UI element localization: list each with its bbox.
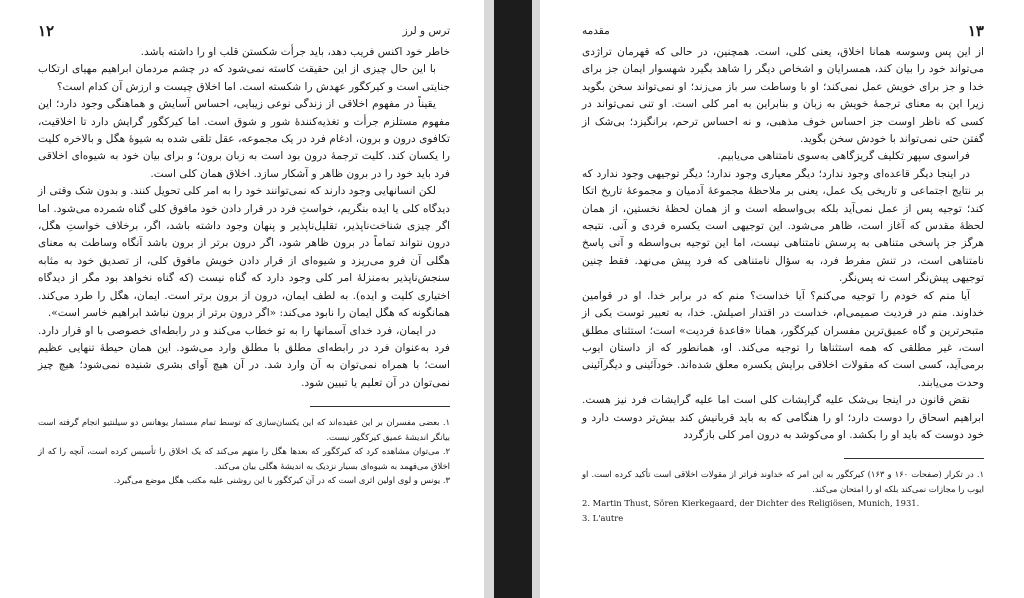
- footnote: ۱. در تکرار (صفحات ۱۶۰ و ۱۶۳) کیرکگور به این امر که خداوند فراتر از مقولات اخلاقی است تأکید کرده است. او ایوب را مجازات نمی‌کند بلکه او را امتحان می‌کند.: [582, 469, 984, 494]
- right-page: [540, 0, 1024, 598]
- paragraph: در ایمان، فرد خدای آسمانها را به تو خطاب می‌کند و در رابطه‌ای خصوصی با او قرار دارد. فرد به‌عنوان فرد در رابطه‌ای مطلق با مطلق وارد می‌شود. این همان حیطهٔ تنهایی عظیم است؛ با همراه نمی‌توان به آن وارد شد. در آن هیچ آوای بشری شنیده نمی‌شود؛ هیچ چیز نمی‌توان در آن تعلیم یا تبیین شود.: [38, 324, 450, 389]
- paragraph: آیا منم که خودم را توجیه می‌کنم؟ آیا خداست؟ منم که در برابر خدا. او در قوامین خداوند. منم در فردیت صمیمی‌ام، خداست در اقتدار اصیلش. خدا، به تعبیر توست یکی از متبحرترین و گاه عمیق‌ترین مفسران کیرکگور، همانا «قاعدهٔ فردیت» است؛ استثنای مطلق است، غیر مطلقی که همه استثناها را توجیه می‌کند. او، همانطور که از داستان ایوب برمی‌آید، کسی است که مقولات اخلاقی برایش یکسره معلق شده‌اند. خودآئینی و دیگرآئینی وحدت می‌یابند.: [582, 289, 984, 389]
- paragraph: از این پس وسوسه همانا اخلاق، یعنی کلی، است. همچنین، در حالی که قهرمان تراژدی می‌تواند خود را بیان کند، همسرایان و اشخاص دیگر را شاهد بگیرد شهسوار ایمان جز برای خدا و جز برای خویش عمل نمی‌کند؛ او با وساطت سر باز می‌زند؛ او نمی‌تواند سخن بگوید زیرا این به معنای ترجمهٔ خویش به زبان و بنابراین به امر کلی است. او تنی نمی‌تواند در کسی که ناظر اوست جز احساس خوف مذهبی، و نه احساس ترحم، برانگیزد؛ بی‌شک از گفتن حتی نمی‌تواند با خودش سخن بگوید.: [582, 46, 984, 146]
- paragraph: یقیناً در مفهوم اخلاقی از زندگی نوعی زیبایی، احساس آسایش و هماهنگی وجود دارد؛ این مفهوم مستلزم جرأت و تغذیه‌کنندهٔ شور و شوق است. اما کیرکگور گرایش دارد تا اخلاقیت، تکافوی درون و برون، ادغام فرد در یک مجموعه، عقل تلقی شده به شیوهٔ هگل و بالاخره کلیت را یکسان کند. کلیت ترجمهٔ درون بود است به زبان برون؛ و برای بیان خود به شیوه‌ای اخلاقی فرد باید خود را در برون ظاهر و آشکار سازد. اخلاق همان کلی است.: [38, 98, 450, 180]
- footnote: ۱. بعضی مفسران بر این عقیده‌اند که این یکسان‌سازی که توسط تمام مستمار یوهانس دو سیلنتیو انجام گرفته است بیانگر اندیشهٔ عمیق کیرکگور نیست.: [38, 417, 450, 442]
- book-spine-shadow: [494, 0, 532, 598]
- right-page-header: [582, 20, 984, 42]
- right-body-text: [582, 44, 984, 444]
- running-title: ترس و لرز: [402, 25, 450, 37]
- left-body-text: [38, 44, 450, 392]
- running-title: مقدمه: [582, 25, 610, 37]
- footnote: 2. Martin Thust, Sören Kierkegaard, der Dichter des Religiösen, Munich, 1931.: [582, 498, 920, 509]
- page-number: ۱۳: [967, 22, 984, 40]
- paragraph: با این حال چیزی از این حقیقت کاسته نمی‌شود که در چشم مردمان ابراهیم مهیای ارتکاب جنایتی است و کیرکگور عهدش را شکسته است. اما اخلاق چیست و ارزش آن کدام است؟: [38, 63, 450, 93]
- paragraph: لکن انسانهایی وجود دارند که نمی‌توانند خود را به امر کلی تحویل کنند. و بدون شک وقتی از دیدگاه کلی یا ایده بنگریم، خواستِ فرد در قرار دادن خود مافوق کلی گناه شمرده می‌شود. اما اگر چیزی شناخت‌ناپذیر، تقلیل‌ناپذیر و پنهان وجود داشته باشد، اگر، برخلاف خواستِ هگل، درون نتواند تماماً در برون ظاهر شود، اگر درون برتر از برون باشد آنگاه وساطت به معنای هگلی آن فرو می‌ریزد و شیوه‌ای از قرار دادن خویش مافوق کلی، از تصدیق خود به مثابه سنجش‌ناپذیر به‌منزلهٔ امر کلی وجود دارد که گناه نیست (که گناه نخواهد بود مگر از دیدگاه اختیاری کلیت و ایده). به لطف ایمان، درون از برون برتر است. ایمان، هگل را طرد می‌کند. همانگونه که هگل ایمان را نابود می‌کند: «اگر درون برتر از برون نباشد ابراهیم خاسر است».: [38, 185, 450, 320]
- footnote: 3. L'autre: [582, 512, 624, 523]
- left-page: [0, 0, 484, 598]
- paragraph: نقض قانون در اینجا بی‌شک علیه گرایشات کلی است اما علیه گرایشات فرد نیز هست. ابراهیم اسحاق را دوست دارد؛ او را هنگامی که به باید قربانیش کند بیش‌تر دوست دارد و خود دوست که باید او را بکشد. او می‌کوشد به درون امر کلی بازگردد: [582, 394, 984, 441]
- paragraph: در اینجا دیگر قاعده‌ای وجود ندارد؛ دیگر معیاری وجود ندارد؛ دیگر توجیهی وجود ندارد که بر نتایج اجتماعی و تاریخی یک عمل، یعنی بر ملاحظهٔ مجموعهٔ آدمیان و مجموعهٔ تاریخ اتکا کند؛ توجیه پس از عمل نمی‌آید بلکه بی‌واسطه است و از همان لحظهٔ نخستین، از همان لحظهٔ مقدس که آغاز است، ظاهر می‌شود. این توجیهی است یکسره فردی و آنی. نتیجه هرگز جز پاسخی متناهی به پرسش نامتناهی نیست، اما این توجیه بی‌واسطه و آنی پاسخ نامتناهی است، در تنش مفرط فرد، به سؤال نامتناهی که فرد پیش می‌نهد. فقط چنین توجیهی پیش‌نگر است نه پس‌نگر.: [582, 167, 984, 285]
- paragraph: فراسوی سپهر تکلیف گریزگاهی به‌سوی نامتناهی می‌یابیم.: [717, 150, 970, 163]
- footnote-rule: [310, 406, 450, 407]
- page-number: ۱۲: [38, 22, 55, 40]
- paragraph: خاطر خود اکنس فریب دهد، باید جرأت شکستن قلب او را داشته باشد.: [140, 46, 450, 58]
- footnote-rule: [844, 458, 984, 459]
- right-footnotes: [582, 467, 984, 525]
- left-footnotes: [38, 415, 450, 488]
- footnote: ۳. یونس و لوی اولین اثری است که در آن کیرکگور با این روشنی علیه مکتب هگل موضع می‌گیرد.: [113, 475, 450, 486]
- left-page-header: [38, 20, 450, 42]
- footnote: ۲. می‌توان مشاهده کرد که کیرکگور که بعدها هگل را متهم می‌کند که یک اخلاق را تأسیس کرده است، آنچه را که از اخلاق می‌فهمد به شیوه‌ای بسیار نزدیک به اندیشهٔ هگلی بیان می‌کند.: [38, 446, 450, 471]
